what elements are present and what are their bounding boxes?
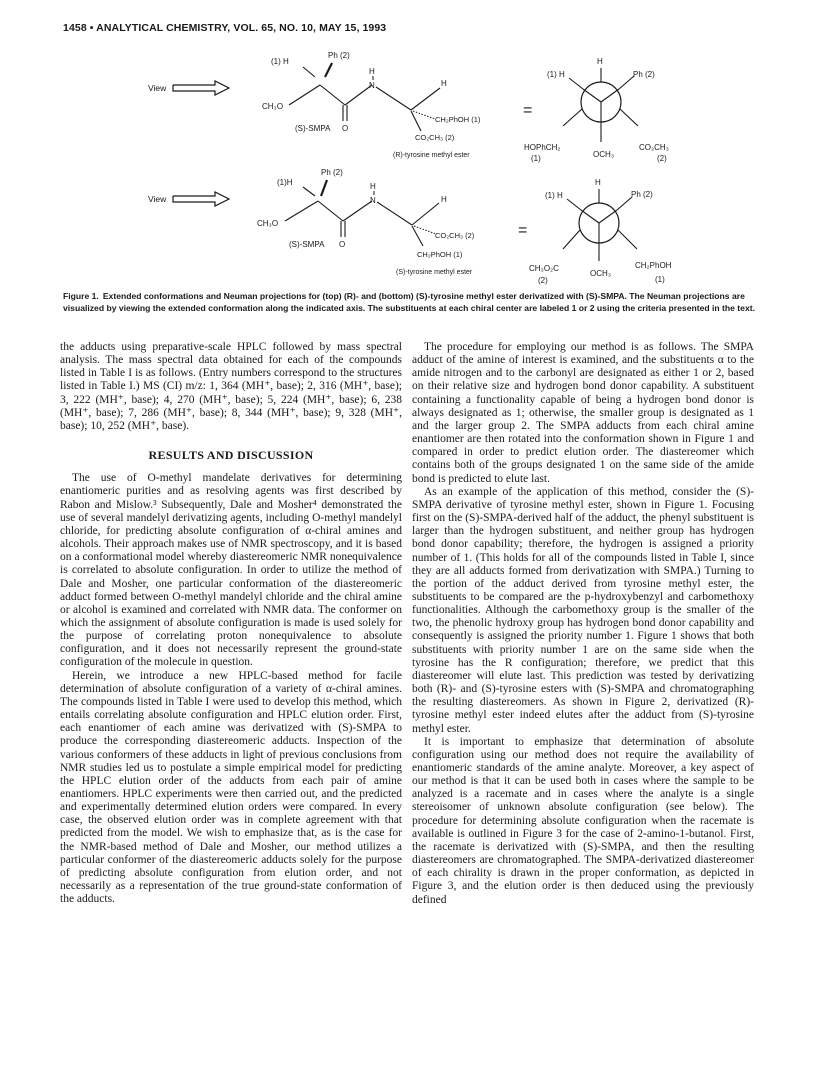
right-paragraph-3: It is important to emphasize that determination of absolute configuration using our method does not require the availability of enantiomeric standards of the amine analyte. Moreover, a key aspect of our method is that it can be used both in cases where the sample to be analyzed is a racemate and in cases where the analyte is a single stereoisomer of unknown absolute configuration (see below). The procedure for determining absolute configuration when the racemate is available is outlined in Figure 3 for the case of 2-amino-1-butanol. First, the racemate is derivatized with (S)-SMPA, and then the resulting diastereomers are chromatographed. The SMPA-derivatized diastereomer of each chirality is drawn in the proper conformation, as depicted in Figure 3, and the elution order is then deduced using the previously defined [412,735,754,906]
top-h1-label: (1) H [271,57,289,66]
bottom-newman-projection [563,189,637,261]
top-ch2phoh-label: CH₂PhOH (1) [435,115,481,124]
bottom-proj-right-num: (1) [655,275,665,284]
figure-caption-label: Figure 1. [63,291,99,301]
bottom-proj-left-num: (2) [538,276,548,285]
top-proj-right-num: (2) [657,154,667,163]
top-carbonyl-o: O [342,124,349,133]
top-panel [148,51,669,163]
bottom-ch3o-label: CH₃O [257,219,279,228]
bottom-proj-h1: (1) H [545,191,563,200]
running-header: 1458 • ANALYTICAL CHEMISTRY, VOL. 65, NO. 10, MAY 15, 1993 [63,22,387,34]
bottom-co2ch3-label: CO₂CH₃ (2) [435,231,475,240]
top-ph2-label: Ph (2) [328,51,350,60]
bottom-smpa-label: (S)-SMPA [289,240,325,249]
top-smpa-label: (S)-SMPA [295,124,331,133]
bottom-view-arrow [173,192,229,206]
top-equals: = [523,102,533,119]
top-proj-h1: (1) H [547,70,565,79]
top-proj-left-num: (1) [531,154,541,163]
top-alpha-h: H [441,79,447,88]
right-paragraph-1: The procedure for employing our method is as follows. The SMPA adduct of the amine of interest is examined, and the substituents α to the amide nitrogen and to the carbonyl are designated as either 1 or 2, based on their relative size and hydrogen bond donor capability. A substituent containing a functionality capable of being a hydrogen bond donor is always designated as 1; otherwise, the smaller group is designated as 1 and the larger group 2. The SMPA adducts from each chiral amine enantiomer are then rotated into the conformation shown in Figure 1 and compared in order to predict elution order. The diastereomer which contains both of the groups designated 1 on the same side of the amide bond is predicted to elute last. [412,341,754,485]
bottom-alpha-h: H [441,195,447,204]
bottom-panel [148,168,672,285]
figure-caption [63,291,769,314]
top-proj-right: CO₂CH₃ [639,143,669,152]
bottom-ph2-label: Ph (2) [321,168,343,177]
bottom-proj-och3: OCH₃ [590,269,612,278]
bottom-proj-ph2: Ph (2) [631,190,653,199]
bottom-proj-right: CH₂PhOH [635,261,672,270]
top-co2ch3-label: CO₂CH₃ (2) [415,133,455,142]
top-proj-och3: OCH₃ [593,150,615,159]
top-n-label: N [369,81,375,90]
bottom-n-label: N [370,196,376,205]
top-view-label: View [148,83,167,93]
right-column [412,341,754,907]
bottom-ch2phoh-label: CH₂PhOH (1) [417,250,463,259]
bottom-carbonyl-o: O [339,240,346,249]
bottom-h1-label: (1)H [277,178,293,187]
left-column [60,341,402,906]
top-proj-left: HOPhCH₂ [524,143,561,152]
top-nh-h: H [369,67,375,76]
left-paragraph-3: Herein, we introduce a new HPLC-based method for facile determination of absolute configuration of a variety of α-chiral amines. The compounds listed in Table I were used to develop this method, which entails correlating absolute configuration and HPLC elution order. First, each enantiomer of each amine was derivatized with (S)-SMPA to produce the corresponding diastereomeric adducts. Inspection of the various conformers of these adducts in light of previous conclusions from NMR studies led us to postulate a simple empirical model for predicting the HPLC elution order of the adducts from each pair of amine enantiomers. HPLC experiments were then carried out, and the predicted and experimentally determined elution orders were compared. In every case, the observed elution order was in complete agreement with that predicted from the model. We wish to emphasize that, as is the case for the NMR-based method of Dale and Mosher, our method utilizes a particular conformer of the diastereomeric adducts solely for the purpose of predicting absolute configuration from elution order, and not necessarily as a representation of the true ground-state conformation of the adducts. [60,669,402,906]
bottom-proj-left: CH₃O₂C [529,264,559,273]
top-newman-projection [563,68,638,142]
bottom-ester-label: (S)-tyrosine methyl ester [396,269,473,276]
bottom-view-label: View [148,194,167,204]
left-paragraph-1: the adducts using preparative-scale HPLC followed by mass spectral analysis. The mass spectral data obtained for each of the compounds listed in Table I is as follows. (Entry numbers correspond to the structures listed in Table I.) MS (CI) m/z: 1, 364 (MH⁺, base); 2, 316 (MH⁺, base); 3, 222 (MH⁺, base); 4, 270 (MH⁺, base); 5, 224 (MH⁺, base); 6, 238 (MH⁺, base); 7, 286 (MH⁺, base); 8, 344 (MH⁺, base); 9, 328 (MH⁺, base); 10, 252 (MH⁺, base). [60,341,402,432]
figure-caption-text: Extended conformations and Neuman projections for (top) (R)- and (bottom) (S)-tyrosine methyl ester derivatized with (S)-SMPA. The Neuman projections are visualized by viewing the extended conformation along the indicated axis. The substituents at each chiral center are labeled 1 or 2 using the criteria presented in the text. [63,291,755,313]
figure-1-graphic [63,45,763,291]
bottom-equals: = [518,222,528,239]
bottom-proj-h: H [595,178,601,187]
top-proj-h: H [597,57,603,66]
top-view-arrow [173,81,229,95]
bottom-nh-h: H [370,182,376,191]
figure-1 [63,45,763,291]
section-heading: RESULTS AND DISCUSSION [148,448,314,463]
top-ch3o-label: CH₃O [262,102,284,111]
top-ester-label: (R)-tyrosine methyl ester [393,152,470,159]
top-proj-ph2: Ph (2) [633,70,655,79]
left-paragraph-2: The use of O-methyl mandelate derivatives for determining enantiomeric purities and as resolving agents was first described by Rabon and Mislow.³ Subsequently, Dale and Mosher⁴ demonstrated the use of several mandelyl derivatizing agents, including O-methyl mandelyl chloride, for predicting absolute configuration of α-chiral amines and alcohols. Their approach makes use of NMR spectroscopy, and it is based on a conformational model whereby diastereomeric NMR nonequivalence is correlated to absolute configuration. In order to utilize the method of Dale and Mosher, one particular conformation of the diastereomeric adduct formed between O-methyl mandelyl chloride and the chiral amine or alcohol is examined and correlated with NMR data. The conformer on which the assignment of absolute configuration is made is used solely for the purpose of correlating proton nonequivalence to absolute configuration, and it does not necessarily represent the ground-state configuration of the molecule in question. [60,472,402,669]
right-paragraph-2: As an example of the application of this method, consider the (S)-SMPA derivative of tyrosine methyl ester, shown in Figure 1. Focusing first on the (S)-SMPA-derived half of the adduct, the phenyl substituent is larger than the hydrogen substituent, and neither group has hydrogen bond donor capability; therefore, the hydrogen is assigned a priority number of 1. (This holds for all of the compounds listed in Table I, since they are all adducts formed from derivatization with SMPA.) Turning to the portion of the adduct derived from tyrosine methyl ester, the substituents to be compared are the p-hydroxybenzyl and carbomethoxy functionalities. Although the carbomethoxy group is the smaller of the two, the phenolic hydroxy group has hydrogen bond donor capability and consequently is assigned the priority number 1. Figure 1 shows that both substituents with priority number 1 are on the same side when the tyrosine has the R configuration; therefore, we predict that this diastereomer will elute last. This prediction was tested by derivatizing both (R)- and (S)-tyrosine esters with (S)-SMPA and chromatographing the resulting diastereomers. As shown in Figure 2, derivatized (R)-tyrosine methyl ester indeed elutes after the adduct from (S)-tyrosine methyl ester. [412,485,754,735]
